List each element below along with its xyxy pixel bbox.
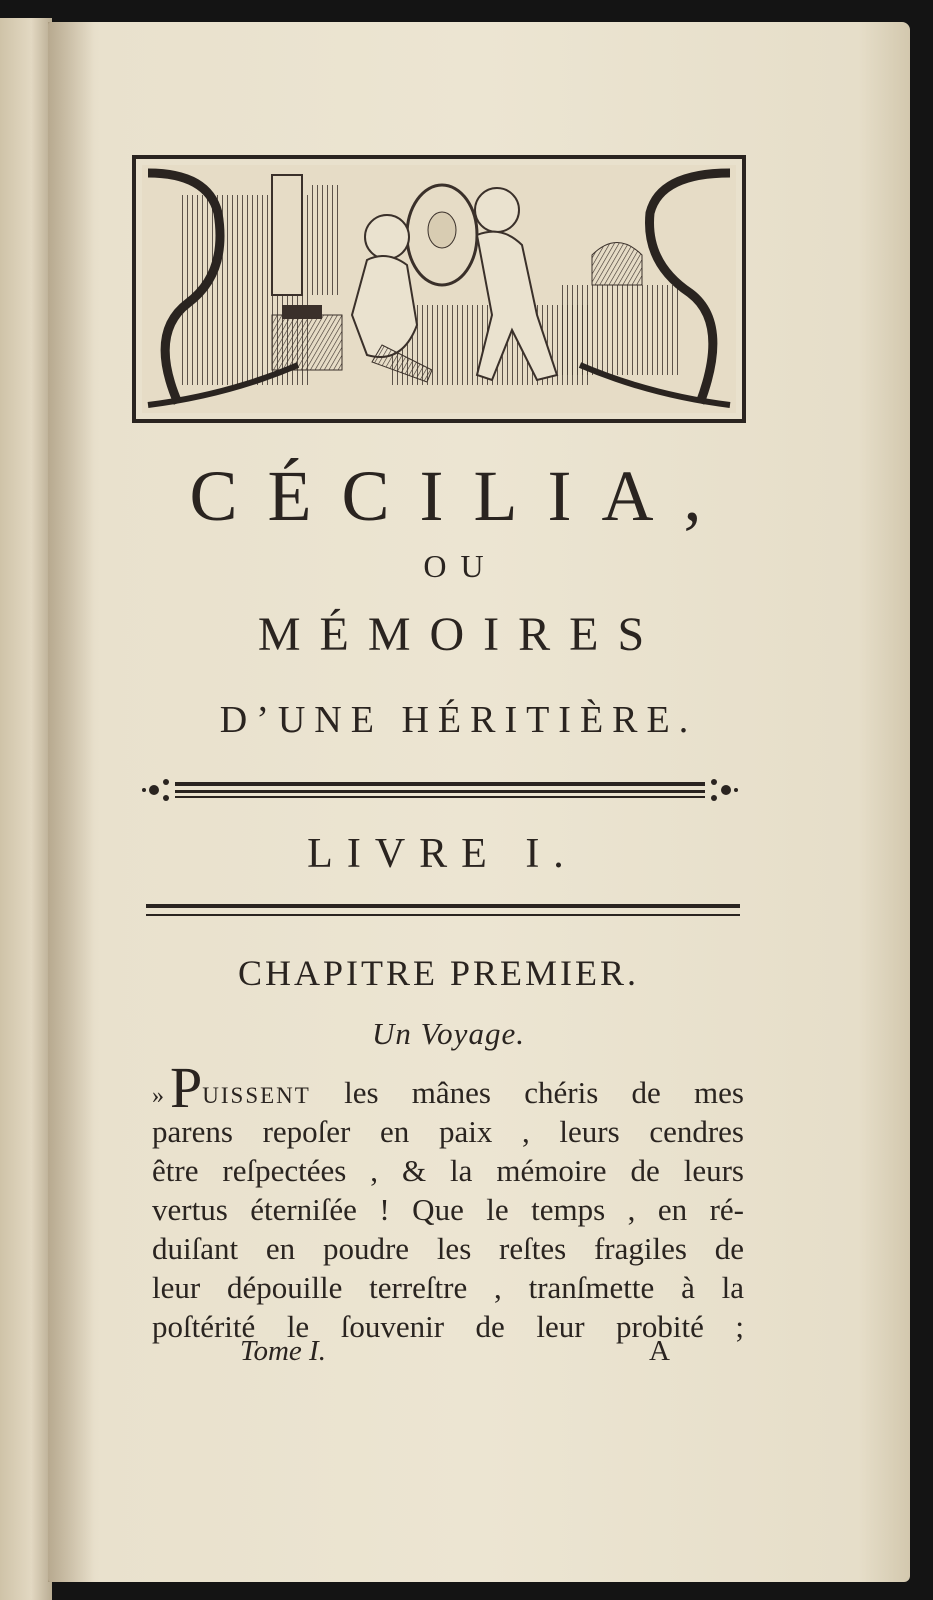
title-conjunction: OU [423,548,498,584]
text-line: poſtérité le ſouvenir de leur probité ; [152,1309,744,1344]
fleuron-left-icon [142,779,169,801]
cherubs-engraving [142,165,736,413]
double-rule-bottom [146,914,740,916]
text-line: vertus éterniſée ! Que le temps , en ré- [152,1192,744,1227]
text-line: parens repoſer en paix , leurs cendres [152,1114,744,1149]
subtitle-heritiere: D’UNE HÉRITIÈRE. [219,699,698,741]
woodcut-headpiece [132,155,746,423]
signature-mark: A [649,1335,670,1367]
drop-cap: P [170,1055,203,1120]
book-title: CÉCILIA, [189,456,732,536]
text-line: duiſant en poudre les reſtes fragiles de [152,1231,744,1266]
subtitle-memoires: MÉMOIRES [257,608,664,661]
small-caps-word: UISSENT [202,1083,311,1108]
facing-page-edge [0,18,52,1600]
chapter-subtitle: Un Voyage. [372,1016,525,1051]
volume-label: Tome I. [240,1335,326,1367]
page-gutter-shadow [48,22,94,1582]
book-number: LIVRE I. [307,831,578,877]
fleuron-right-icon [711,779,738,801]
chapter-heading: CHAPITRE PREMIER. [237,953,640,993]
text-line: leur dépouille terreſtre , tranſmette à la [152,1270,744,1305]
open-quote: » [152,1083,164,1109]
text-line: être reſpectées , & la mémoire de leurs [152,1153,744,1188]
double-rule-top [146,904,740,908]
page-footer [240,1335,680,1368]
ornamental-rule [140,770,740,810]
first-line-rest: les mânes chéris de mes [310,1075,744,1110]
text-line [152,1055,744,1120]
body-text [152,1055,744,1346]
